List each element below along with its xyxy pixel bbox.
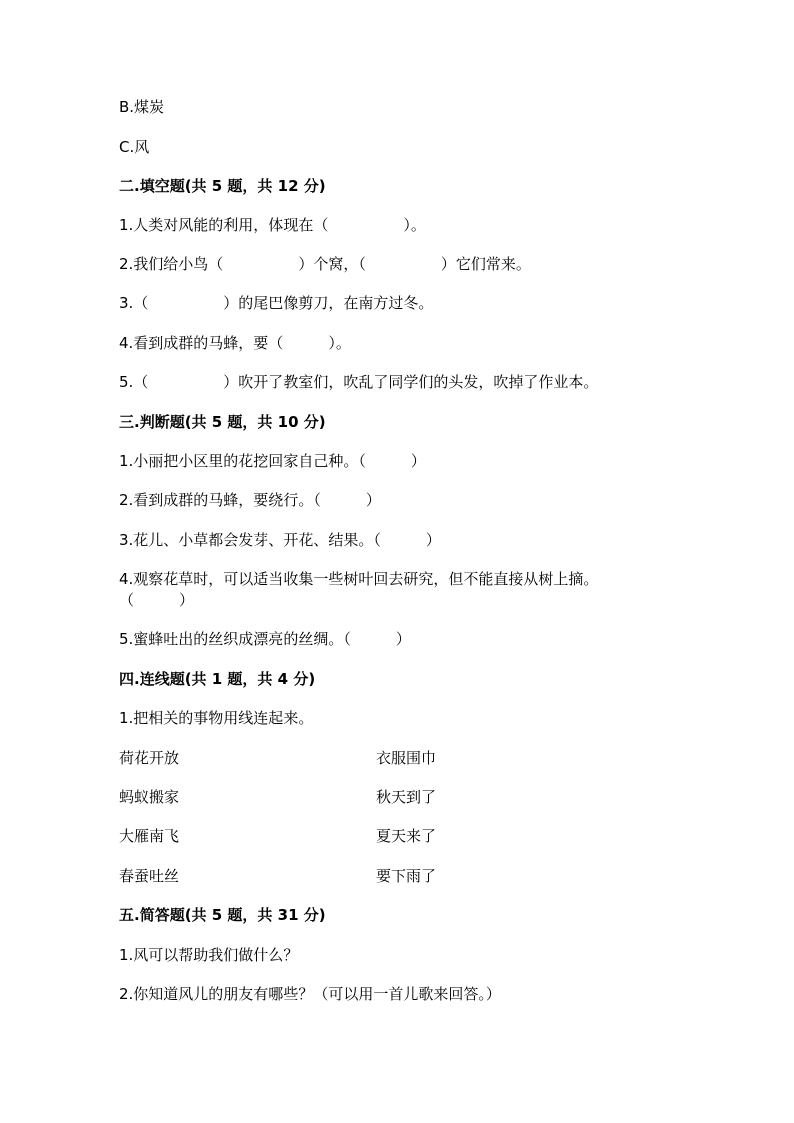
judgement-question-4-bracket: （ ）	[119, 591, 195, 609]
fill-blank-question-3: 3.（ ）的尾巴像剪刀，在南方过冬。	[119, 294, 434, 312]
matching-right-item: 要下雨了	[376, 867, 437, 885]
judgement-question-4: 4.观察花草时，可以适当收集一些树叶回去研究，但不能直接从树上摘。	[119, 570, 599, 588]
matching-left-item: 荷花开放	[119, 749, 180, 767]
matching-right-item: 夏天来了	[376, 827, 437, 845]
matching-right-item: 衣服围巾	[376, 749, 437, 767]
short-answer-question-1: 1.风可以帮助我们做什么？	[119, 946, 299, 964]
fill-blank-question-5: 5.（ ）吹开了教室们，吹乱了同学们的头发，吹掉了作业本。	[119, 373, 599, 391]
option-c: C.风	[119, 138, 150, 156]
fill-blank-question-2: 2.我们给小鸟（ ）个窝，（ ）它们常来。	[119, 255, 531, 273]
judgement-question-3: 3.花儿、小草都会发芽、开花、结果。（ ）	[119, 531, 441, 549]
fill-blank-question-1: 1.人类对风能的利用，体现在（ ）。	[119, 216, 426, 234]
section-2-heading: 二.填空题(共 5 题，共 12 分)	[119, 177, 326, 195]
matching-left-item: 春蚕吐丝	[119, 867, 180, 885]
section-3-heading: 三.判断题(共 5 题，共 10 分)	[119, 413, 326, 431]
option-b: B.煤炭	[119, 98, 165, 116]
fill-blank-question-4: 4.看到成群的马蜂，要（ ）。	[119, 334, 351, 352]
judgement-question-5: 5.蜜蜂吐出的丝织成漂亮的丝绸。（ ）	[119, 630, 411, 648]
judgement-question-1: 1.小丽把小区里的花挖回家自己种。（ ）	[119, 452, 426, 470]
judgement-question-2: 2.看到成群的马蜂，要绕行。（ ）	[119, 491, 381, 509]
matching-left-item: 蚂蚁搬家	[119, 788, 180, 806]
short-answer-question-2: 2.你知道风儿的朋友有哪些？（可以用一首儿歌来回答。）	[119, 985, 501, 1003]
section-5-heading: 五.简答题(共 5 题，共 31 分)	[119, 906, 326, 924]
matching-left-item: 大雁南飞	[119, 827, 180, 845]
matching-right-item: 秋天到了	[376, 788, 437, 806]
matching-question-1: 1.把相关的事物用线连起来。	[119, 709, 314, 727]
section-4-heading: 四.连线题(共 1 题，共 4 分)	[119, 670, 316, 688]
